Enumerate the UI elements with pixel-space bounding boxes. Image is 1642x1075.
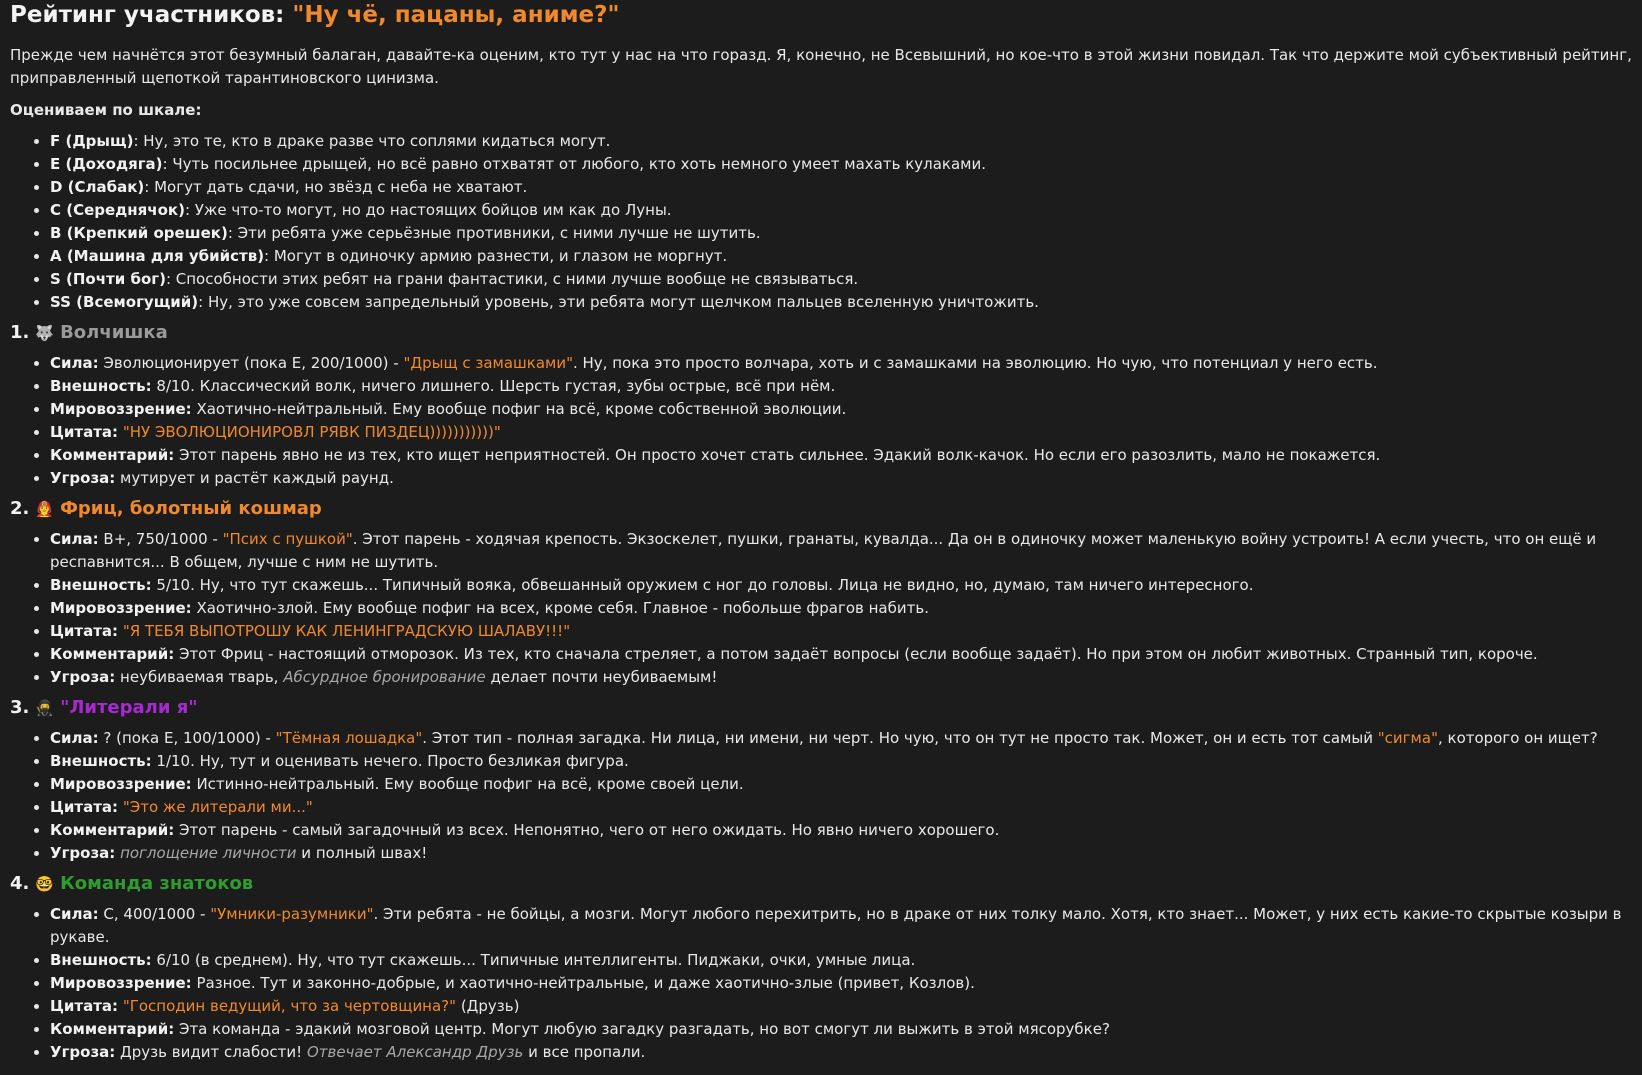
strength-post: . Ну, пока это просто волчара, хоть и с замашками на эволюцию. Но чую, что потенциал у него есть.: [572, 354, 1378, 372]
scale-text: : Способности этих ребят на грани фантастики, с ними лучше вообще не связываться.: [165, 270, 859, 288]
strength-post2: , которого он ищет?: [1437, 729, 1598, 747]
worldview-item: [50, 972, 1632, 995]
scale-text: : Эти ребята уже серьёзные противники, с ними лучше не шутить.: [227, 224, 761, 242]
strength-item: [50, 528, 1632, 574]
strength-nickname: "Дрыщ с замашками": [403, 354, 573, 372]
strength-post: . Этот парень - ходячая крепость. Экзоскелет, пушки, гранаты, кувалда... Да он в одиночку может маленькую войну устроить! А если учесть, что он ещё и респавнится... В общем, лучше с ним не шутить.: [50, 530, 1597, 571]
look-label: Внешность:: [50, 752, 152, 770]
threat-item: [50, 666, 1632, 689]
worldview-text: Хаотично-злой. Ему вообще пофиг на всех, кроме себя. Главное - побольше фрагов набить.: [191, 599, 929, 617]
strength-item: [50, 352, 1632, 375]
threat-label: Угроза:: [50, 668, 116, 686]
worldview-label: Мировоззрение:: [50, 400, 192, 418]
threat-post: делает почти неубиваемым!: [485, 668, 718, 686]
look-text: 5/10. Ну, что тут скажешь... Типичный вояка, обвешанный оружием с ног до головы. Лица не видно, но, думаю, там ничего интересного.: [151, 576, 1254, 594]
scale-item: [50, 222, 1632, 245]
comment-text: Этот парень - самый загадочный из всех. Непонятно, чего от него ожидать. Но явно ничего хорошего.: [174, 821, 1000, 839]
wolf-emoji-icon: 🐺: [35, 324, 55, 342]
scale-item: [50, 291, 1632, 314]
comment-label: Комментарий:: [50, 1020, 175, 1038]
participant-heading-wolf: [10, 320, 1632, 346]
threat-ability: поглощение личности: [120, 844, 297, 862]
look-label: Внешность:: [50, 377, 152, 395]
threat-pre: неубиваемая тварь,: [115, 668, 284, 686]
scale-text: : Могут дать сдачи, но звёзд с неба не хватают.: [144, 178, 528, 196]
strength-nickname: "Псих с пушкой": [222, 530, 353, 548]
quote-label: Цитата:: [50, 423, 119, 441]
threat-post: и полный швах!: [296, 844, 428, 862]
quote-item: [50, 796, 1632, 819]
strength-nickname: "Умники-разумники": [210, 905, 374, 923]
threat-text: мутирует и растёт каждый раунд.: [115, 469, 394, 487]
strength-pre: Эволюционирует (пока E, 200/1000) -: [98, 354, 404, 372]
comment-label: Комментарий:: [50, 446, 175, 464]
threat-label: Угроза:: [50, 1043, 116, 1061]
strength-item: [50, 903, 1632, 949]
scale-item: [50, 176, 1632, 199]
strength-nickname: "Тёмная лошадка": [275, 729, 423, 747]
strength-pre: ? (пока E, 100/1000) -: [98, 729, 276, 747]
scale-grade: D (Слабак): [50, 178, 145, 196]
strength-label: Сила:: [50, 530, 99, 548]
page-title: [10, 0, 1632, 30]
scale-grade: SS (Всемогущий): [50, 293, 199, 311]
participant-name: Волчишка: [60, 322, 168, 343]
threat-label: Угроза:: [50, 469, 116, 487]
strength-pre: C, 400/1000 -: [98, 905, 211, 923]
participant-name: Команда знатоков: [60, 873, 254, 894]
participant-number: 1.: [10, 322, 30, 343]
threat-pre: Друзь видит слабости!: [115, 1043, 307, 1061]
comment-text: Этот парень явно не из тех, кто ищет неприятностей. Он просто хочет стать сильнее. Эдакий волк-качок. Но если его разозлить, мало не покажется.: [174, 446, 1381, 464]
scale-grade: A (Машина для убийств): [50, 247, 265, 265]
participant-details: [10, 352, 1632, 490]
scale-item: [50, 245, 1632, 268]
worldview-label: Мировоззрение:: [50, 974, 192, 992]
quote-item: [50, 995, 1632, 1018]
worldview-text: Хаотично-нейтральный. Ему вообще пофиг на всё, кроме собственной эволюции.: [191, 400, 847, 418]
worldview-item: [50, 398, 1632, 421]
threat-ability: Абсурдное бронирование: [283, 668, 486, 686]
worldview-text: Разное. Тут и законно-добрые, и хаотично-нейтральные, и даже хаотично-злые (привет, Козлов).: [191, 974, 975, 992]
scale-item: [50, 130, 1632, 153]
look-item: [50, 949, 1632, 972]
worldview-item: [50, 773, 1632, 796]
strength-label: Сила:: [50, 354, 99, 372]
quote-label: Цитата:: [50, 622, 119, 640]
scale-grade: E (Доходяга): [50, 155, 163, 173]
scale-item: [50, 153, 1632, 176]
comment-label: Комментарий:: [50, 645, 175, 663]
quote-text: "Я ТЕБЯ ВЫПОТРОШУ КАК ЛЕНИНГРАДСКУЮ ШАЛАВУ!!!": [118, 622, 571, 640]
participant-number: 3.: [10, 697, 30, 718]
ninja-emoji-icon: 🥷: [35, 699, 55, 717]
worldview-text: Истинно-нейтральный. Ему вообще пофиг на всё, кроме своей цели.: [191, 775, 744, 793]
look-item: [50, 750, 1632, 773]
scale-grade: C (Середнячок): [50, 201, 185, 219]
participant-details: [10, 727, 1632, 865]
scale-text: : Ну, это уже совсем запредельный уровень, эти ребята могут щелчком пальцев вселенную уничтожить.: [198, 293, 1039, 311]
participant-details: [10, 903, 1632, 1064]
threat-post: и все пропали.: [523, 1043, 646, 1061]
scale-list: [10, 130, 1632, 314]
quote-text: "Это же литерали ми...": [118, 798, 313, 816]
strength-post: . Эти ребята - не бойцы, а мозги. Могут любого перехитрить, но в драке от них толку мало. Хотя, кто знает... Может, у них есть какие-то скрытые козыри в рукаве.: [50, 905, 1622, 946]
look-text: 1/10. Ну, тут и оценивать нечего. Просто безликая фигура.: [151, 752, 629, 770]
strength-label: Сила:: [50, 729, 99, 747]
intro-paragraph: Прежде чем начнётся этот безумный балаган, давайте-ка оценим, кто тут у нас на что горазд. Я, конечно, не Всевышний, но кое-что в этой жизни повидал. Так что держите мой субъективный рейтинг, приправленный щепоткой тарантиновского цинизма.: [10, 46, 1632, 87]
threat-ability: Отвечает Александр Друзь: [306, 1043, 524, 1061]
quote-text: "Господин ведущий, что за чертовщина?": [118, 997, 457, 1015]
participant-number: 2.: [10, 498, 30, 519]
worldview-label: Мировоззрение:: [50, 775, 192, 793]
quote-author: (Друзь): [456, 997, 520, 1015]
scale-text: : Уже что-то могут, но до настоящих бойцов им как до Луны.: [184, 201, 672, 219]
participant-name: Фриц, болотный кошмар: [60, 498, 322, 519]
strength-label: Сила:: [50, 905, 99, 923]
scale-grade: F (Дрыщ): [50, 132, 134, 150]
scale-grade: B (Крепкий орешек): [50, 224, 228, 242]
participant-heading-experts: [10, 871, 1632, 897]
comment-item: [50, 643, 1632, 666]
comment-item: [50, 819, 1632, 842]
participant-heading-fritz: [10, 496, 1632, 522]
scale-text: : Ну, это те, кто в драке разве что соплями кидаться могут.: [133, 132, 611, 150]
title-quote: "Ну чё, пацаны, аниме?": [292, 2, 620, 28]
worldview-item: [50, 597, 1632, 620]
comment-text: Этот Фриц - настоящий отморозок. Из тех, кто сначала стреляет, а потом задаёт вопросы (если вообще задаёт). Но при этом он любит животных. Странный тип, короче.: [174, 645, 1538, 663]
soldier-emoji-icon: 🧑‍🚒: [35, 500, 55, 518]
quote-item: [50, 620, 1632, 643]
look-label: Внешность:: [50, 951, 152, 969]
strength-sigma: "сигма": [1377, 729, 1438, 747]
scale-grade: S (Почти бог): [50, 270, 166, 288]
scale-item: [50, 268, 1632, 291]
participant-heading-literally-me: [10, 695, 1632, 721]
threat-item: [50, 1041, 1632, 1064]
look-text: 6/10 (в среднем). Ну, что тут скажешь... Типичные интеллигенты. Пиджаки, очки, умные лица.: [151, 951, 916, 969]
quote-text: "НУ ЭВОЛЮЦИОНИРОВЛ РЯВК ПИЗДЕЦ)))))))))))": [118, 423, 501, 441]
strength-item: [50, 727, 1632, 750]
participant-details: [10, 528, 1632, 689]
quote-label: Цитата:: [50, 798, 119, 816]
comment-item: [50, 1018, 1632, 1041]
look-item: [50, 574, 1632, 597]
scale-item: [50, 199, 1632, 222]
look-text: 8/10. Классический волк, ничего лишнего. Шерсть густая, зубы острые, всё при нём.: [151, 377, 836, 395]
scale-text: : Могут в одиночку армию разнести, и глазом не моргнут.: [264, 247, 728, 265]
threat-label: Угроза:: [50, 844, 116, 862]
threat-item: [50, 467, 1632, 490]
scale-heading: Оцениваем по шкале:: [10, 101, 202, 119]
title-prefix: Рейтинг участников:: [10, 2, 293, 28]
comment-text: Эта команда - эдакий мозговой центр. Могут любую загадку разгадать, но вот смогут ли выжить в этой мясорубке?: [174, 1020, 1110, 1038]
quote-item: [50, 421, 1632, 444]
nerd-face-emoji-icon: 🤓: [35, 875, 55, 893]
look-label: Внешность:: [50, 576, 152, 594]
comment-label: Комментарий:: [50, 821, 175, 839]
look-item: [50, 375, 1632, 398]
comment-item: [50, 444, 1632, 467]
scale-text: : Чуть посильнее дрыщей, но всё равно отхватят от любого, кто хоть немного умеет махать кулаками.: [162, 155, 987, 173]
participant-number: 4.: [10, 873, 30, 894]
threat-item: [50, 842, 1632, 865]
quote-label: Цитата:: [50, 997, 119, 1015]
strength-pre: B+, 750/1000 -: [98, 530, 223, 548]
participant-name: "Литерали я": [60, 697, 198, 718]
worldview-label: Мировоззрение:: [50, 599, 192, 617]
strength-post: . Этот тип - полная загадка. Ни лица, ни имени, ни черт. Но чую, что он тут не просто так. Может, он и есть тот самый: [422, 729, 1378, 747]
